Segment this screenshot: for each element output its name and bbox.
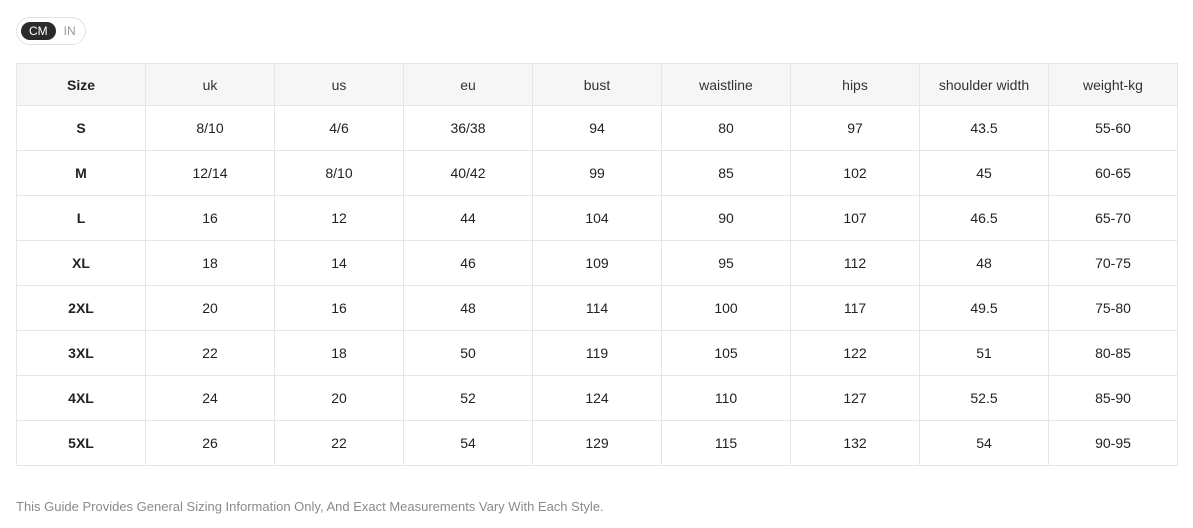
table-cell: M — [17, 151, 146, 196]
table-row — [17, 286, 1178, 331]
table-cell: 90 — [662, 196, 791, 241]
table-cell: 85 — [662, 151, 791, 196]
table-cell: 44 — [404, 196, 533, 241]
table-cell: 12/14 — [146, 151, 275, 196]
table-cell: 97 — [791, 106, 920, 151]
table-cell: 4/6 — [275, 106, 404, 151]
table-cell: 12 — [275, 196, 404, 241]
table-cell: 70-75 — [1049, 241, 1178, 286]
table-cell: 26 — [146, 421, 275, 466]
table-cell: 119 — [533, 331, 662, 376]
table-cell: 45 — [920, 151, 1049, 196]
table-cell: 2XL — [17, 286, 146, 331]
table-row — [17, 421, 1178, 466]
table-cell: 107 — [791, 196, 920, 241]
table-cell: 104 — [533, 196, 662, 241]
table-cell: 52.5 — [920, 376, 1049, 421]
table-cell: 18 — [146, 241, 275, 286]
table-row — [17, 241, 1178, 286]
table-cell: 24 — [146, 376, 275, 421]
table-cell: 80 — [662, 106, 791, 151]
header-eu: eu — [404, 64, 533, 106]
table-cell: 50 — [404, 331, 533, 376]
table-cell: 40/42 — [404, 151, 533, 196]
table-cell: 48 — [920, 241, 1049, 286]
table-cell: XL — [17, 241, 146, 286]
table-cell: 14 — [275, 241, 404, 286]
table-cell: 36/38 — [404, 106, 533, 151]
header-size: Size — [17, 64, 146, 106]
table-cell: 122 — [791, 331, 920, 376]
table-cell: 49.5 — [920, 286, 1049, 331]
table-cell: 99 — [533, 151, 662, 196]
table-cell: 46 — [404, 241, 533, 286]
table-row — [17, 151, 1178, 196]
table-cell: 132 — [791, 421, 920, 466]
table-cell: 94 — [533, 106, 662, 151]
table-cell: 109 — [533, 241, 662, 286]
table-cell: 20 — [146, 286, 275, 331]
table-cell: 43.5 — [920, 106, 1049, 151]
unit-toggle — [16, 17, 86, 45]
table-cell: 100 — [662, 286, 791, 331]
table-cell: 117 — [791, 286, 920, 331]
table-cell: 20 — [275, 376, 404, 421]
unit-option-in[interactable]: IN — [63, 24, 76, 38]
table-cell: 16 — [146, 196, 275, 241]
table-header-row — [17, 64, 1178, 106]
table-cell: 75-80 — [1049, 286, 1178, 331]
table-cell: 16 — [275, 286, 404, 331]
header-uk: uk — [146, 64, 275, 106]
table-row — [17, 331, 1178, 376]
header-waistline: waistline — [662, 64, 791, 106]
table-cell: 90-95 — [1049, 421, 1178, 466]
table-cell: 65-70 — [1049, 196, 1178, 241]
header-weight-kg: weight-kg — [1049, 64, 1178, 106]
table-cell: 22 — [146, 331, 275, 376]
table-cell: 48 — [404, 286, 533, 331]
table-row — [17, 196, 1178, 241]
table-cell: 124 — [533, 376, 662, 421]
table-cell: 8/10 — [275, 151, 404, 196]
table-cell: 54 — [404, 421, 533, 466]
header-hips: hips — [791, 64, 920, 106]
table-cell: 51 — [920, 331, 1049, 376]
header-shoulder-width: shoulder width — [920, 64, 1049, 106]
table-cell: 112 — [791, 241, 920, 286]
table-cell: 22 — [275, 421, 404, 466]
table-cell: 129 — [533, 421, 662, 466]
table-cell: L — [17, 196, 146, 241]
table-cell: 80-85 — [1049, 331, 1178, 376]
table-cell: 8/10 — [146, 106, 275, 151]
table-cell: 60-65 — [1049, 151, 1178, 196]
table-cell: 95 — [662, 241, 791, 286]
table-cell: 105 — [662, 331, 791, 376]
table-cell: 3XL — [17, 331, 146, 376]
table-cell: 127 — [791, 376, 920, 421]
table-cell: 115 — [662, 421, 791, 466]
table-cell: 4XL — [17, 376, 146, 421]
table-cell: 46.5 — [920, 196, 1049, 241]
table-cell: 18 — [275, 331, 404, 376]
table-cell: 85-90 — [1049, 376, 1178, 421]
unit-option-cm[interactable]: CM — [21, 22, 56, 40]
sizing-disclaimer: This Guide Provides General Sizing Information Only, And Exact Measurements Vary With Each Style. — [16, 499, 604, 514]
table-cell: 5XL — [17, 421, 146, 466]
table-cell: 110 — [662, 376, 791, 421]
table-cell: 55-60 — [1049, 106, 1178, 151]
size-chart-table — [16, 63, 1178, 466]
table-cell: S — [17, 106, 146, 151]
table-row — [17, 106, 1178, 151]
table-cell: 114 — [533, 286, 662, 331]
table-cell: 54 — [920, 421, 1049, 466]
table-row — [17, 376, 1178, 421]
header-bust: bust — [533, 64, 662, 106]
header-us: us — [275, 64, 404, 106]
table-cell: 52 — [404, 376, 533, 421]
table-cell: 102 — [791, 151, 920, 196]
